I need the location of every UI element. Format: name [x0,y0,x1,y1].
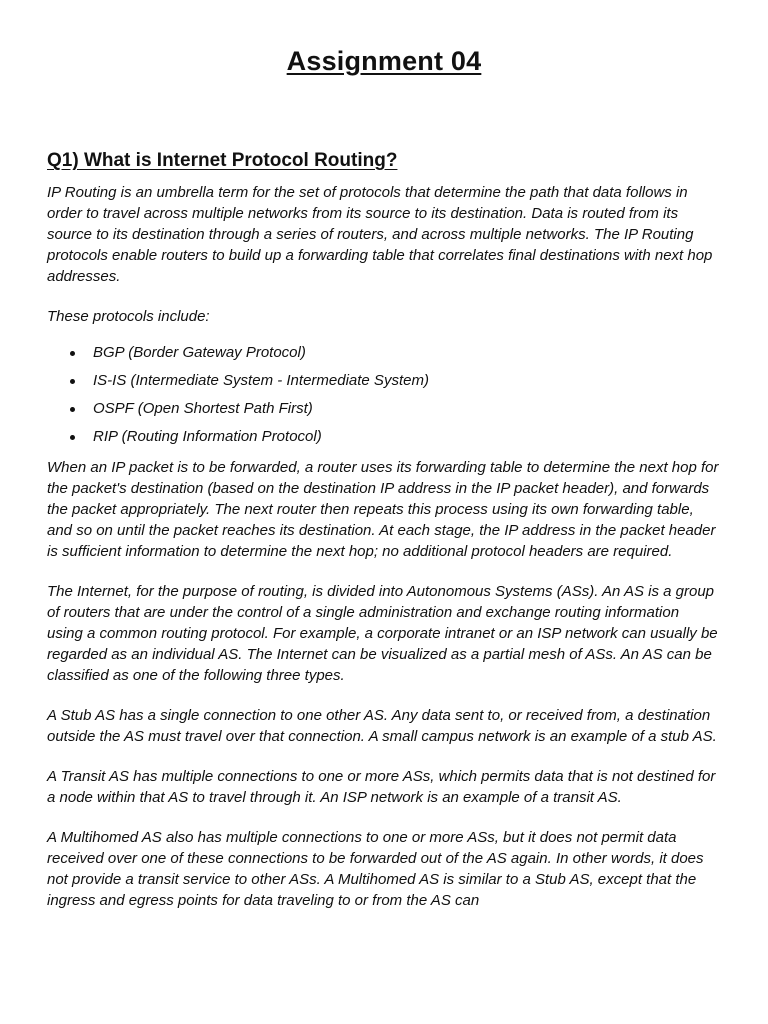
list-item: RIP (Routing Information Protocol) [47,423,719,451]
list-item: OSPF (Open Shortest Path First) [47,395,719,423]
list-item: IS-IS (Intermediate System - Intermediate System) [47,367,719,395]
protocol-list [47,339,719,451]
bullet-icon [70,435,75,440]
intro-paragraph: IP Routing is an umbrella term for the set of protocols that determine the path that data follows in order to travel across multiple networks from its source to its destination. Data is routed from its source to its destination through a series of routers, and across multiple networks. The IP Routing protocols enable routers to build up a forwarding table that correlates final destinations with next hop addresses. [47,184,713,285]
transit-as-paragraph: A Transit AS has multiple connections to one or more ASs, which permits data that is not destined for a node within that AS to travel through it. An ISP network is an example of a transit AS. [47,768,716,806]
bullet-icon [70,379,75,384]
document-body [47,148,719,911]
protocols-intro: These protocols include: [47,308,210,325]
bullet-icon [70,351,75,356]
assignment-title: Assignment 04 [286,46,482,76]
forwarding-paragraph: When an IP packet is to be forwarded, a router uses its forwarding table to determine the next hop for the packet's destination (based on the destination IP address in the IP packet header), and forwards the packet appropriately. The next router then repeats this process using its own forwarding table, and so on until the packet reaches its destination. At each stage, the IP address in the packet header is sufficient information to determine the next hop; no additional protocol headers are required. [47,459,719,560]
bullet-icon [70,407,75,412]
list-item: BGP (Border Gateway Protocol) [47,339,719,367]
stub-as-paragraph: A Stub AS has a single connection to one other AS. Any data sent to, or received from, a destination outside the AS must travel over that connection. A small campus network is an example of a stub AS. [47,707,717,745]
multihomed-as-paragraph: A Multihomed AS also has multiple connections to one or more ASs, but it does not permit data received over one of these connections to be forwarded out of the AS again. In other words, it does not provide a transit service to other ASs. A Multihomed AS is similar to a Stub AS, except that the ingress and egress points for data traveling to or from the AS can [47,829,704,909]
autonomous-systems-paragraph: The Internet, for the purpose of routing, is divided into Autonomous Systems (ASs). An AS is a group of routers that are under the control of a single administration and exchange routing information using a common routing protocol. For example, a corporate intranet or an ISP network can usually be regarded as an individual AS. The Internet can be visualized as a partial mesh of ASs. An AS can be classified as one of the following three types. [47,583,718,684]
question-heading: Q1) What is Internet Protocol Routing? [47,150,398,171]
